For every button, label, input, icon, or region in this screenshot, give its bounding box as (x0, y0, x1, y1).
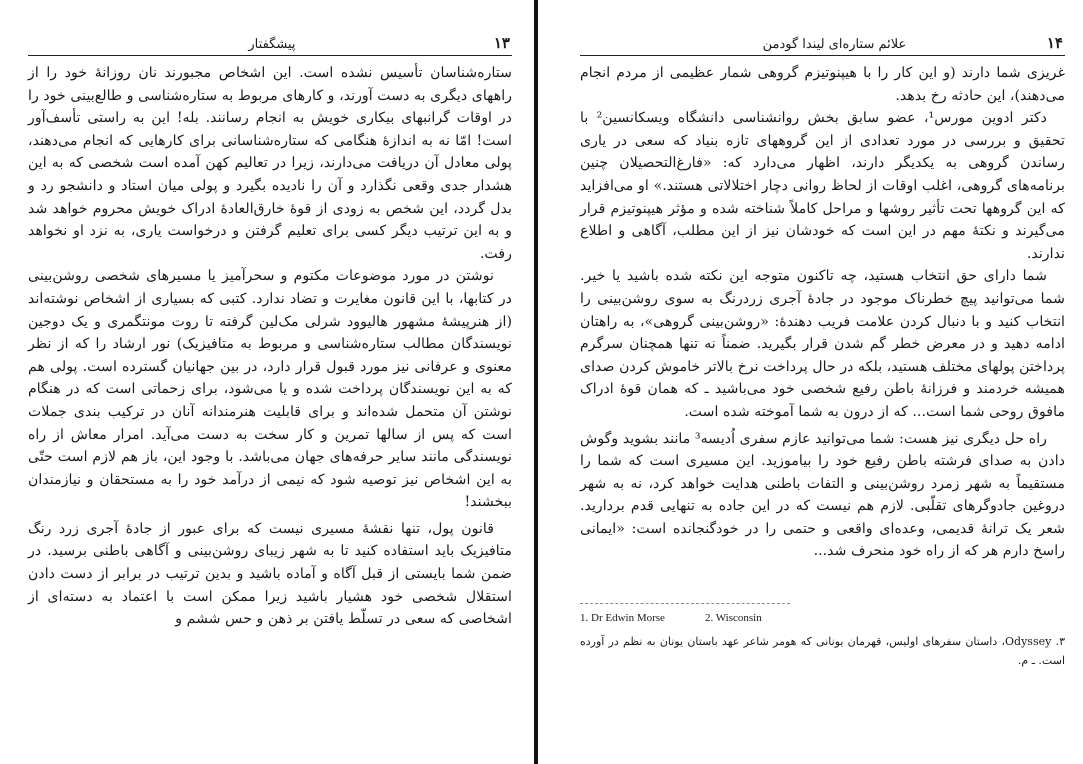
page-number: ۱۴ (1046, 34, 1063, 52)
footnotes-latin (580, 612, 1065, 624)
left-page (0, 0, 534, 764)
body-paragraph: راه حل دیگری نیز هست: شما می‌توانید عازم سفری اُدیسه³ مانند بشوید وگوش دادن به صدای فرشته باطن رفیع خود را بیاموزید. این مسیری است که شما را مستقیماً به شهر زمرد روشن‌بینی و التفات باطنی هدایت خواهد کرد، نه به شهر دروغین جادوگرهای تقلّبی. لازم هم نیست که در این جاده به تنهایی قدم بردارید. شعر یک ترانهٔ قدیمی، وعده‌ای واقعی و حتمی را در خودگنجانده است: «ایمانی راسخ دارم هر که از راه خود منحرف شد... (580, 430, 1065, 560)
body-paragraph: نوشتن در مورد موضوعات مکتوم و سحرآمیز یا مسیرهای شخصی روشن‌بینی در کتابها، با این قانون مغایرت و تضاد ندارد. کتبی که بسیاری از اشخاص نوشته‌اند (از هنرپیشهٔ مشهور هالیوود شرلی مک‌لین گرفته تا روت مونتگمری و یک دوجین نویسندگان مطالب ستاره‌شناسی و مربوط به متافیزیک) نور ارشاد را که از نظر معنوی و عرفانی نیز مورد قبول قرار دارد، در بین جهانیان گسترده است. پولی هم که به این نویسندگان پرداخت شده و یا می‌شود، برای زحماتی است که در هنگام نوشتن آن متحمل شده‌اند و برای قابلیت هنرمندانه آنان در ترکیب بندی جملات است که پس از سالها تمرین و کار سخت به دست می‌آید. امرار معاش از راه نویسندگی مانند سایر حرفه‌های جهان می‌باشد. با وجود این، باز هم لازم است حتّی به این اشخاص نیز توصیه شود که نیمی از درآمد خود را به مستحقان و نیازمندان ببخشند! (28, 268, 513, 511)
body-paragraph: شما دارای حق انتخاب هستید، چه تاکنون متوجه این نکته شده باشید یا خیر. شما می‌توانید پیچ خطرناک موجود در جادهٔ آجری زردرنگ به سوی روشن‌بینی را انتخاب کنید و با دنبال کردن علامت فریب دهندهٔ: «روشن‌بینی گروهی»، به راهتان ادامه دهید و در معرض خطر گم شدن قرار بگیرید. ضمناً نه تنها همچنان سرگرم پرداختن پولهای مختلف هستید، بلکه در حال پرداخت نرخ بالاتر خاموش کردن صدای همیشه خردمند و فرزانهٔ باطن رفیع شخصی خود می‌باشید ـ که همان قوهٔ ادراک مافوق روحی شما است... که از درون به شما آموخته شده است. (580, 268, 1065, 420)
book-spine-divider (534, 0, 538, 764)
footnote-divider (580, 603, 790, 604)
body-paragraph: دکتر ادوین مورس¹، عضو سابق بخش روانشناسی دانشگاه ویسکانسین² با تحقیق و بررسی در مورد تعدادی از این گروههای تازه بنیاد که سعی در یاری رساندن گروهی به یکدیگر دارند، اظهار می‌دارد که: «فارغ‌التحصیلان چنین برنامه‌های گروهی، اغلب اوقات از لحاظ روانی دچار اختلالاتی هستند.» او می‌افزاید که این گروهها تحت تأثیر روشها و مراحل کاملاً شناخته شده و مؤثر هیپنوتیزم قرار می‌گیرند و نکتهٔ مهم در این است که خودشان نیز از این مطلب، آگاهی و اطلاع ندارند. (580, 110, 1065, 262)
body-paragraph: ستاره‌شناسان تأسیس نشده است. این اشخاص مجبورند نان روزانهٔ خود را از راههای دیگری به دست آورند، و کارهای مربوط به ستاره‌شناسی و طالع‌بینی خود را در اوقات گرانبهای بیکاری خویش به انجام رسانند. بله! این به راستی تأسف‌آور است! امّا نه به اندازهٔ هنگامی که ستاره‌شناسانی برای کارهایی که انجام می‌دهند، پولی معادل آن دریافت می‌دارند، زیرا در تعالیم کهن آمده است شخصی که به این هشدار جدی وقعی نگذارد و آن را نادیده بگیرد و پولی میان استاد و دانشجو رد و بدل گردد، این شخص به زودی از قوهٔ خارق‌العادهٔ ادراک خویش محروم خواهد شد و به این ترتیب دیگر کسی برای تعلیم گرفتن و درخواست یاری، به نزد او نخواهد رفت. (28, 65, 512, 262)
running-title: علائم ستاره‌ای لیندا گودمن (762, 37, 907, 52)
footnote: 1. Dr Edwin Morse (580, 612, 665, 625)
page-header (28, 28, 512, 56)
body-paragraph: غریزی شما دارند (و این کار را با هیپنوتیزم گروهی شمار عظیمی از مردم انجام می‌دهند)، این حادثه رخ بدهد. (580, 65, 1065, 104)
body-paragraph: قانون پول، تنها نقشهٔ مسیری نیست که برای عبور از جادهٔ آجری زرد رنگ متافیزیک باید استفاده کنید تا به شهر زیبای روشن‌بینی و آگاهی باطنی برسید. در ضمن شما بایستی از قبل آگاه و آماده باشید و بدین ترتیب در برابر از دست دادن استقلال شخصی خود هشیار باشید زیرا ممکن است با اعتماد به دسته‌ای از اشخاصی که سعی در تسلّط یافتن بر ذهن و حس ششم و (28, 520, 512, 628)
page-header (580, 28, 1065, 56)
right-page (546, 0, 1083, 764)
page-number: ۱۳ (493, 34, 510, 52)
footnote: 2. Wisconsin (704, 612, 762, 625)
footnote: ۳. Odyssey، داستان سفرهای اولیس، قهرمان یونانی که هومر شاعر عهد باستان یونان به نظم در آورده است. ـ م. (580, 635, 1065, 668)
running-title: پیشگفتار (248, 37, 296, 52)
